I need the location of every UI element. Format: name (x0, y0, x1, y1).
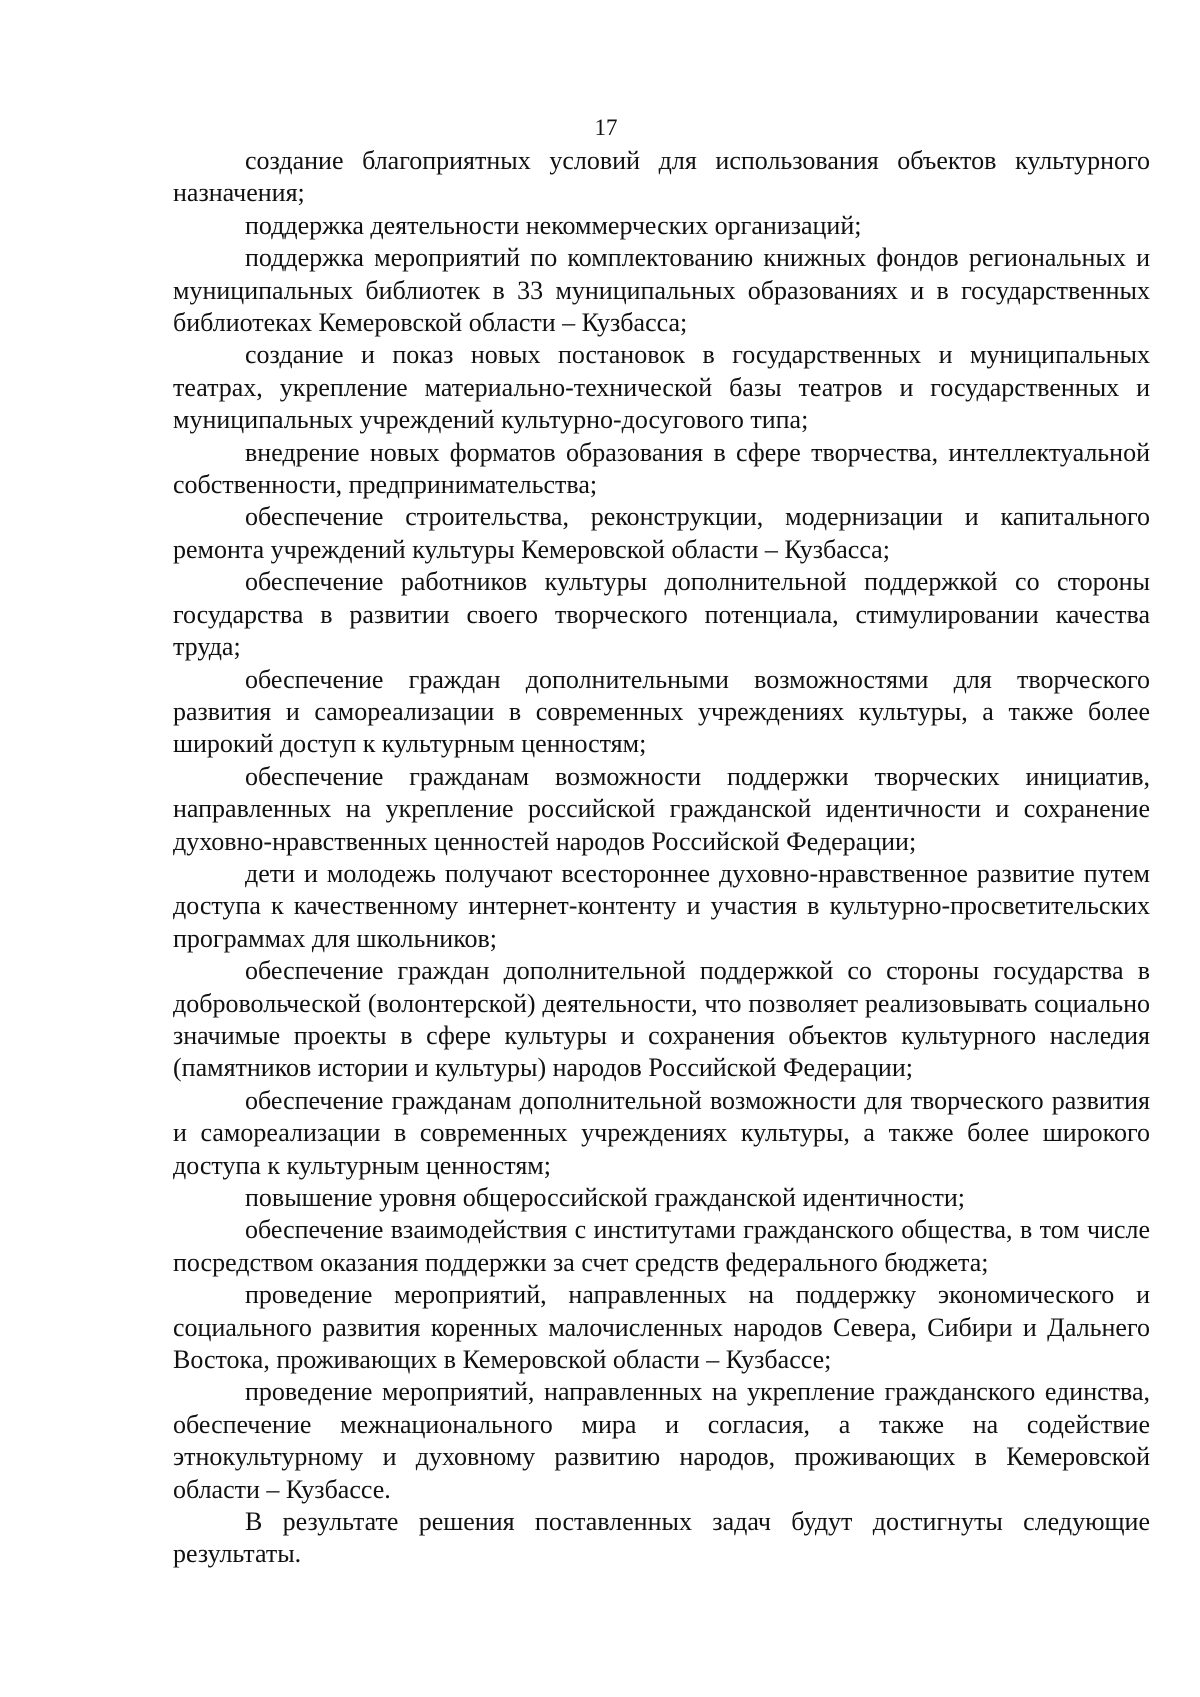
page-number: 17 (594, 115, 618, 140)
list-item: обеспечение взаимодействия с институтами гражданского общества, в том числе посредством оказания поддержки за счет средств федерального бюджета; (173, 1215, 1150, 1277)
list-item: создание и показ новых постановок в государственных и муниципальных театрах, укрепление материально-технической базы театров и государственных и муниципальных учреждений культурно-досугового типа; (173, 340, 1150, 435)
list-item: внедрение новых форматов образования в сфере творчества, интеллектуальной собственности, предпринимательства; (173, 437, 1150, 500)
list-item: обеспечение гражданам дополнительной возможности для творческого развития и самореализации в современных учреждениях культуры, а также более широкого доступа к культурным ценностям; (173, 1085, 1150, 1180)
closing-paragraph: В результате решения поставленных задач будут достигнуты следующие результаты. (173, 1507, 1150, 1569)
list-item: обеспечение граждан дополнительной поддержкой со стороны государства в добровольческой (волонтерской) деятельности, что позволяет реализовывать социально значимые проекты в сфере культуры и сохранения объектов культурного наследия (памятников истории и культуры) народов Российской Федерации; (173, 956, 1150, 1083)
list-item: повышение уровня общероссийской гражданской идентичности; (245, 1183, 966, 1212)
list-item: поддержка мероприятий по комплектованию книжных фондов региональных и муниципальных библиотек в 33 муниципальных образованиях и в государственных библиотеках Кемеровской области – Кузбасса; (173, 243, 1150, 338)
document-body (173, 145, 1150, 1571)
list-item: обеспечение строительства, реконструкции, модернизации и капитального ремонта учреждений культуры Кемеровской области – Кузбасса; (173, 502, 1150, 564)
list-item: дети и молодежь получают всестороннее духовно-нравственное развитие путем доступа к качественному интернет-контенту и участия в культурно-просветительских программах для школьников; (173, 858, 1150, 953)
list-item: проведение мероприятий, направленных на укрепление гражданского единства, обеспечение межнационального мира и согласия, а также на содействие этнокультурному и духовному развитию народов, проживающих в Кемеровской области – Кузбассе. (173, 1377, 1150, 1504)
list-item: обеспечение граждан дополнительными возможностями для творческого развития и самореализации в современных учреждениях культуры, а также более широкий доступ к культурным ценностям; (173, 664, 1150, 759)
list-item: создание благоприятных условий для использования объектов культурного назначения; (173, 146, 1150, 208)
list-item: обеспечение гражданам возможности поддержки творческих инициатив, направленных на укрепление российской гражданской идентичности и сохранение духовно-нравственных ценностей народов Российской Федерации; (173, 761, 1150, 856)
list-item: проведение мероприятий, направленных на поддержку экономического и социального развития коренных малочисленных народов Севера, Сибири и Дальнего Востока, проживающих в Кемеровской области – Кузбассе; (173, 1280, 1150, 1375)
list-item: обеспечение работников культуры дополнительной поддержкой со стороны государства в развитии своего творческого потенциала, стимулировании качества труда; (173, 567, 1150, 662)
list-item: поддержка деятельности некоммерческих организаций; (245, 210, 862, 240)
